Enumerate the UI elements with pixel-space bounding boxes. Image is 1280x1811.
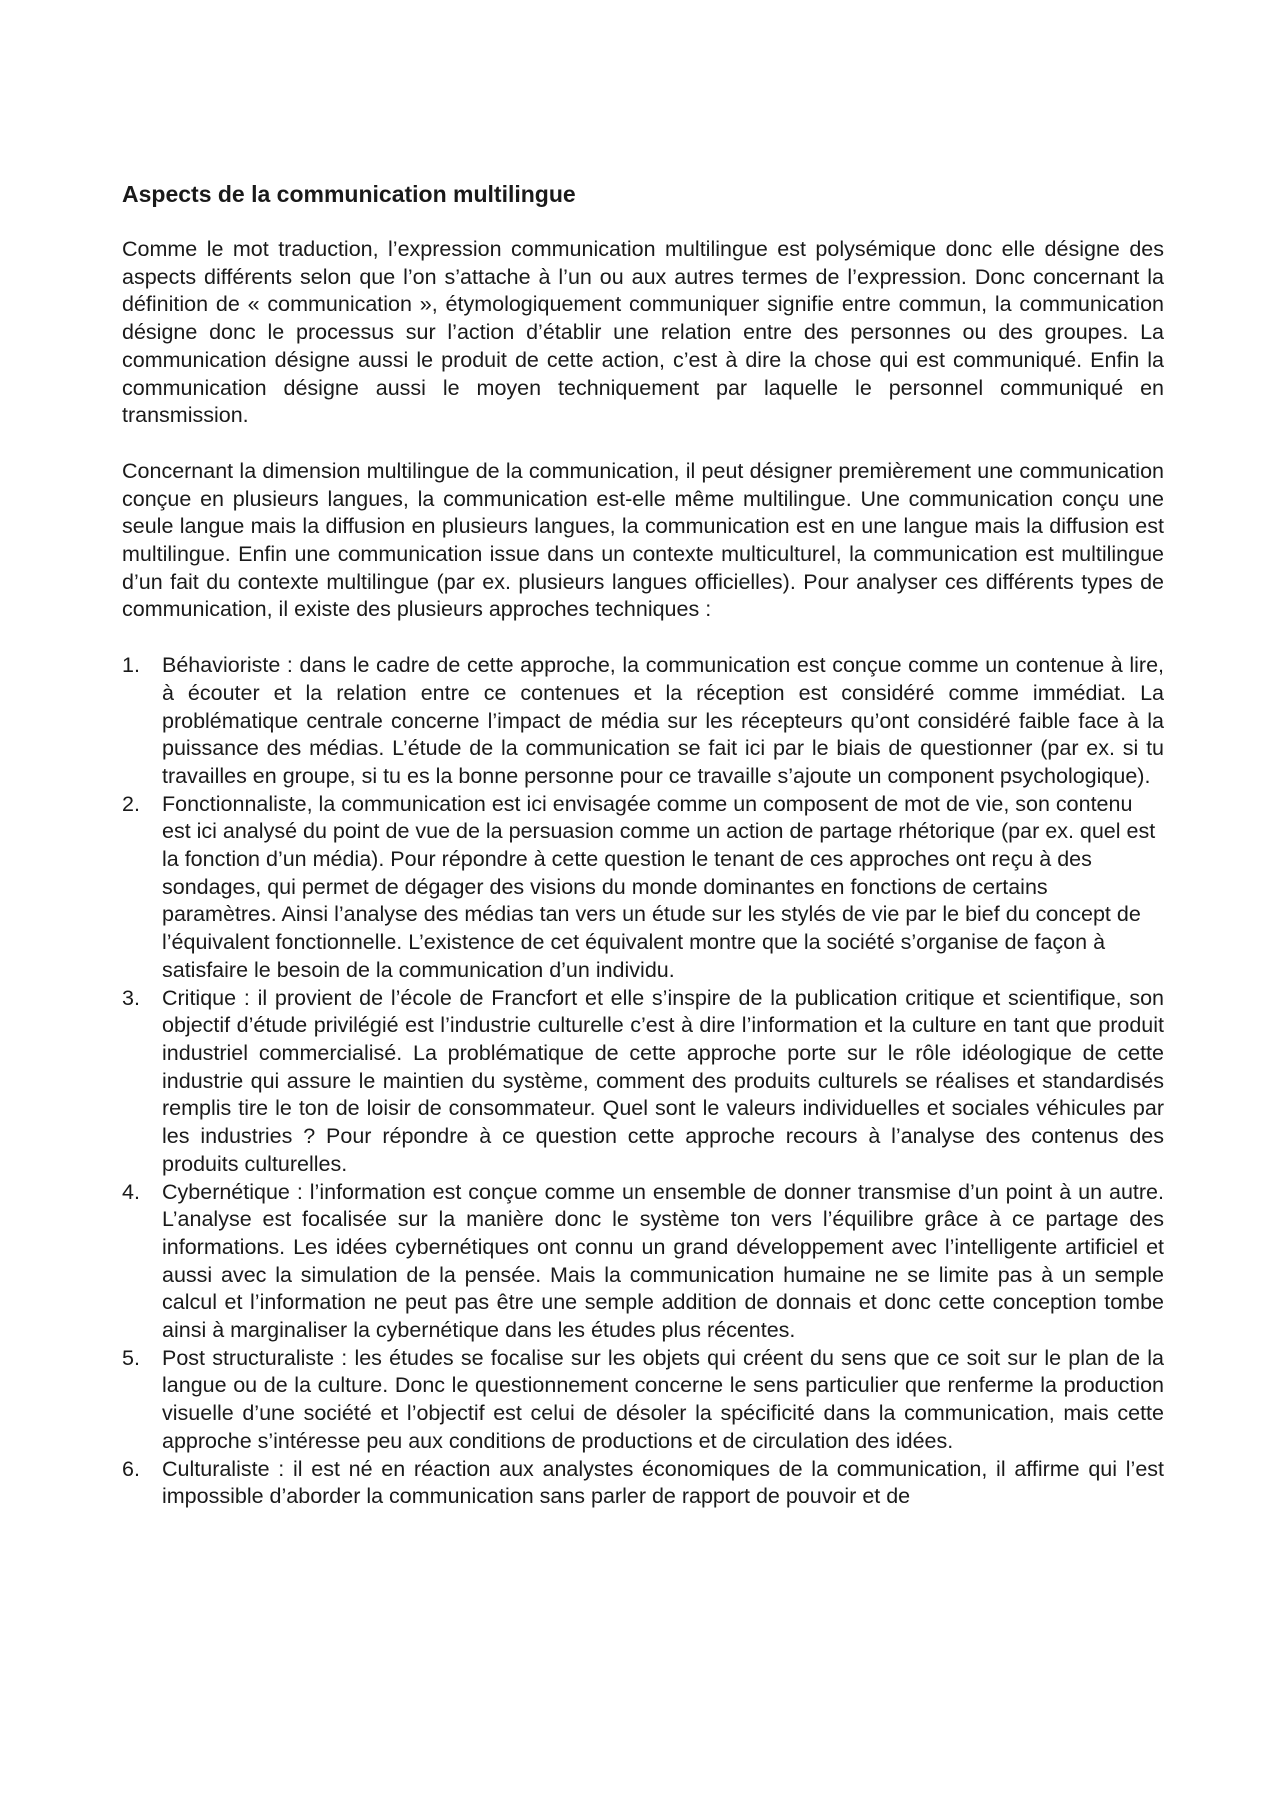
document-title: Aspects de la communication multilingue bbox=[122, 181, 576, 207]
multilingual-dimension-paragraph: Concernant la dimension multilingue de la communication, il peut désigner premièrement une communication conçue en plusieurs langues, la communication est-elle même multilingue. Une communication conçu une seule langue mais la diffusion en plusieurs langues, la communication est en une langue mais la diffusion est multilingue. Enfin une communication issue dans un contexte multiculturel, la communication est multilingue d’un fait du contexte multilingue (par ex. plusieurs langues officielles). Pour analyser ces différents types de communication, il existe des plusieurs approches techniques : bbox=[122, 458, 1164, 622]
list-item-number: 3. bbox=[122, 985, 140, 1010]
list-item-text: Culturaliste : il est né en réaction aux analystes économiques de la communication, il affirme qui l’est impossible d’aborder la communication sans parler de rapport de pouvoir et de bbox=[162, 1456, 1164, 1509]
list-item-text: Cybernétique : l’information est conçue comme un ensemble de donner transmise d’un point à un autre. L’analyse est focalisée sur la manière donc le système ton vers l’équilibre grâce à ce partage des informations. Les idées cybernétiques ont connu un grand développement avec l’intelligente artificiel et aussi avec la simulation de la pensée. Mais la communication humaine ne se limite pas à un semple calcul et l’information ne peut pas être une semple addition de donnais et donc cette conception tombe ainsi à marginaliser la cybernétique dans les études plus récentes. bbox=[162, 1179, 1164, 1343]
intro-paragraph: Comme le mot traduction, l’expression communication multilingue est polysémique donc elle désigne des aspects différents selon que l’on s’attache à l’un ou aux autres termes de l’expression. Donc concernant la définition de « communication », étymologiquement communiquer signifie entre commun, la communication désigne donc le processus sur l’action d’établir une relation entre des personnes ou des groupes. La communication désigne aussi le produit de cette action, c’est à dire la chose qui est communiqué. Enfin la communication désigne aussi le moyen techniquement par laquelle le personnel communiqué en transmission. bbox=[122, 237, 1164, 428]
approaches-list bbox=[122, 652, 1164, 1511]
list-item bbox=[122, 1456, 1164, 1511]
list-item bbox=[122, 1345, 1164, 1456]
list-item bbox=[122, 652, 1164, 791]
list-item-number: 4. bbox=[122, 1179, 140, 1204]
list-item-text: Post structuraliste : les études se focalise sur les objets qui créent du sens que ce soit sur le plan de la langue ou de la culture. Donc le questionnement concerne le sens particulier que renferme la production visuelle d’une société et l’objectif est celui de désoler la spécificité dans la communication, mais cette approche s’intéresse peu aux conditions de productions et de circulation des idées. bbox=[162, 1345, 1164, 1453]
list-item-number: 5. bbox=[122, 1345, 140, 1370]
list-item bbox=[122, 791, 1164, 985]
list-item bbox=[122, 1179, 1164, 1345]
list-item-number: 2. bbox=[122, 791, 140, 816]
list-item-text: Critique : il provient de l’école de Francfort et elle s’inspire de la publication critique et scientifique, son objectif d’étude privilégié est l’industrie culturelle c’est à dire l’information et la culture en tant que produit industriel commercialisé. La problématique de cette approche porte sur le rôle idéologique de cette industrie qui assure le maintien du système, comment des produits culturels se réalises et standardisés remplis tire le ton de loisir de consommateur. Quel sont le valeurs individuelles et sociales véhicules par les industries ? Pour répondre à ce question cette approche recours à l’analyse des contenus des produits culturelles. bbox=[162, 985, 1164, 1176]
list-item-number: 1. bbox=[122, 653, 140, 678]
list-item-number: 6. bbox=[122, 1456, 140, 1481]
document-page bbox=[122, 180, 1164, 1511]
list-item-text: Fonctionnaliste, la communication est ici envisagée comme un composent de mot de vie, son contenu est ici analysé du point de vue de la persuasion comme un action de partage rhétorique (par ex. quel est la fonction d’un média). Pour répondre à cette question le tenant de ces approches ont reçu à des sondages, qui permet de dégager des visions du monde dominantes en fonctions de certains paramètres. Ainsi l’analyse des médias tan vers un étude sur les stylés de vie par le bief du concept de l’équivalent fonctionnelle. L’existence de cet équivalent montre que la société s’organise de façon à satisfaire le besoin de la communication d’un individu. bbox=[162, 791, 1156, 982]
list-item bbox=[122, 985, 1164, 1179]
list-item-text: Béhavioriste : dans le cadre de cette approche, la communication est conçue comme un contenue à lire, à écouter et la relation entre ce contenues et la réception est considéré comme immédiat. La problématique centrale concerne l’impact de média sur les récepteurs qu’ont considéré faible face à la puissance des médias. L’étude de la communication se fait ici par le biais de questionner (par ex. si tu travailles en groupe, si tu es la bonne personne pour ce travaille s’ajoute un component psychologique). bbox=[162, 653, 1164, 788]
